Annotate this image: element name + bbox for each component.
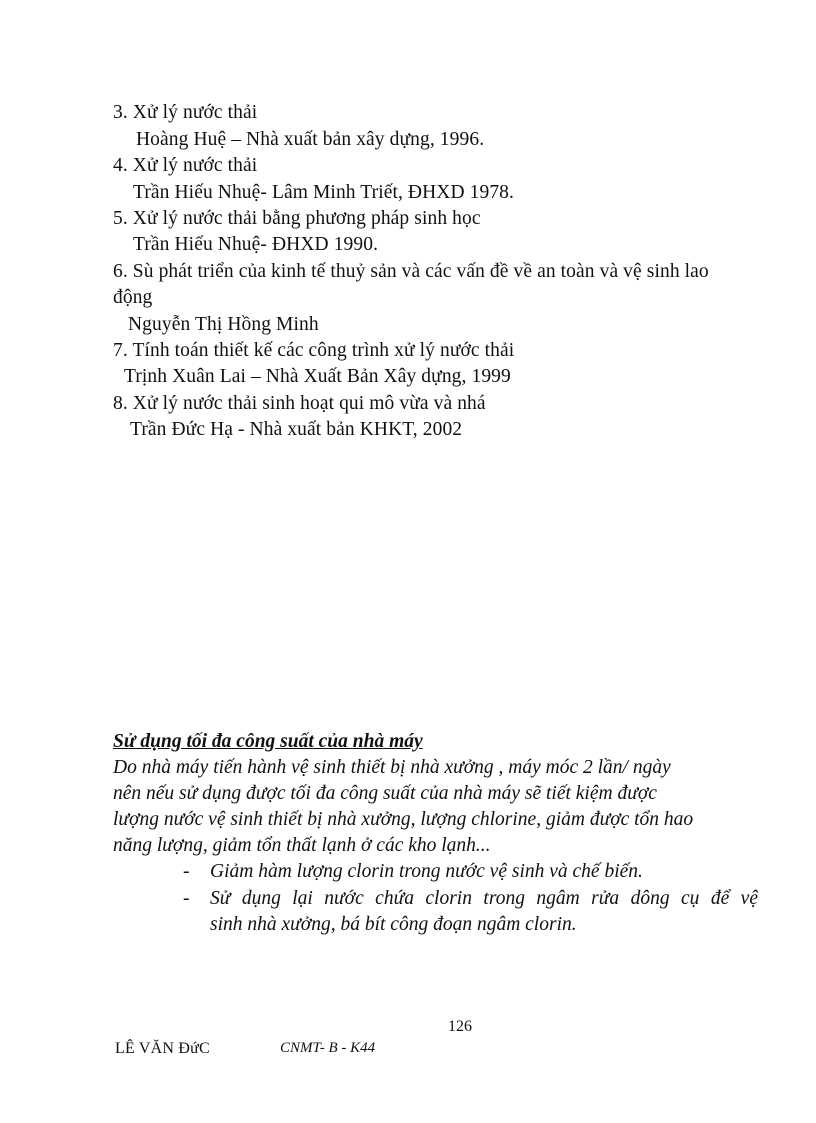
- reference-6-title-continued: động: [113, 287, 153, 308]
- reference-8-title: 8. Xử lý nước thải sinh hoạt qui mô vừa và nhá: [113, 393, 486, 414]
- footer-course: CNMT- B - K44: [280, 1040, 376, 1056]
- reference-4-title: 4. Xử lý nước thải: [113, 155, 258, 176]
- reference-3-title: 3. Xử lý nước thải: [113, 102, 258, 123]
- reference-7-author: Trịnh Xuân Lai – Nhà Xuất Bản Xây dựng, 1999: [124, 366, 511, 387]
- paragraph-line-3: lượng nước vệ sinh thiết bị nhà xưởng, lượng chlorine, giảm được tổn hao: [113, 809, 694, 830]
- reference-7-title: 7. Tính toán thiết kế các công trình xử lý nước thải: [113, 340, 515, 361]
- reference-8-author: Trần Đức Hạ - Nhà xuất bản KHKT, 2002: [130, 419, 463, 440]
- paragraph-line-2: nên nếu sử dụng được tối đa công suất của nhà máy sẽ tiết kiệm được: [113, 783, 657, 804]
- reference-6-title: 6. Sù phát triển của kinh tế thuỷ sản và các vấn đề về an toàn và vệ sinh lao: [113, 261, 709, 282]
- bullet-1-text: Giảm hàm lượng clorin trong nước vệ sinh và chế biến.: [210, 861, 643, 882]
- bullet-2-text-line2: sinh nhà xưởng, bá bít công đoạn ngâm clorin.: [210, 914, 577, 935]
- paragraph-line-4: năng lượng, giảm tổn thất lạnh ở các kho lạnh...: [113, 835, 491, 856]
- paragraph-line-1: Do nhà máy tiến hành vệ sinh thiết bị nhà xưởng , máy móc 2 lần/ ngày: [113, 757, 671, 778]
- bullet-marker: -: [183, 861, 190, 882]
- reference-5-title: 5. Xử lý nước thải bằng phương pháp sinh học: [113, 208, 481, 229]
- bullet-2-text-line1: Sử dụng lại nước chứa clorin trong ngâm rửa dông cụ để vệ: [210, 888, 758, 909]
- footer-author: LÊ VĂN ĐứC: [115, 1040, 210, 1057]
- section-heading: Sử dụng tối đa công suất của nhà máy: [113, 731, 423, 752]
- page-number: 126: [448, 1018, 472, 1035]
- reference-5-author: Trần Hiếu Nhuệ- ĐHXD 1990.: [133, 234, 379, 255]
- reference-3-author: Hoàng Huệ – Nhà xuất bản xây dựng, 1996.: [136, 129, 485, 150]
- bullet-marker: -: [183, 888, 190, 909]
- reference-6-author: Nguyễn Thị Hồng Minh: [128, 314, 319, 335]
- reference-4-author: Trần Hiếu Nhuệ- Lâm Minh Triết, ĐHXD 1978.: [133, 182, 515, 203]
